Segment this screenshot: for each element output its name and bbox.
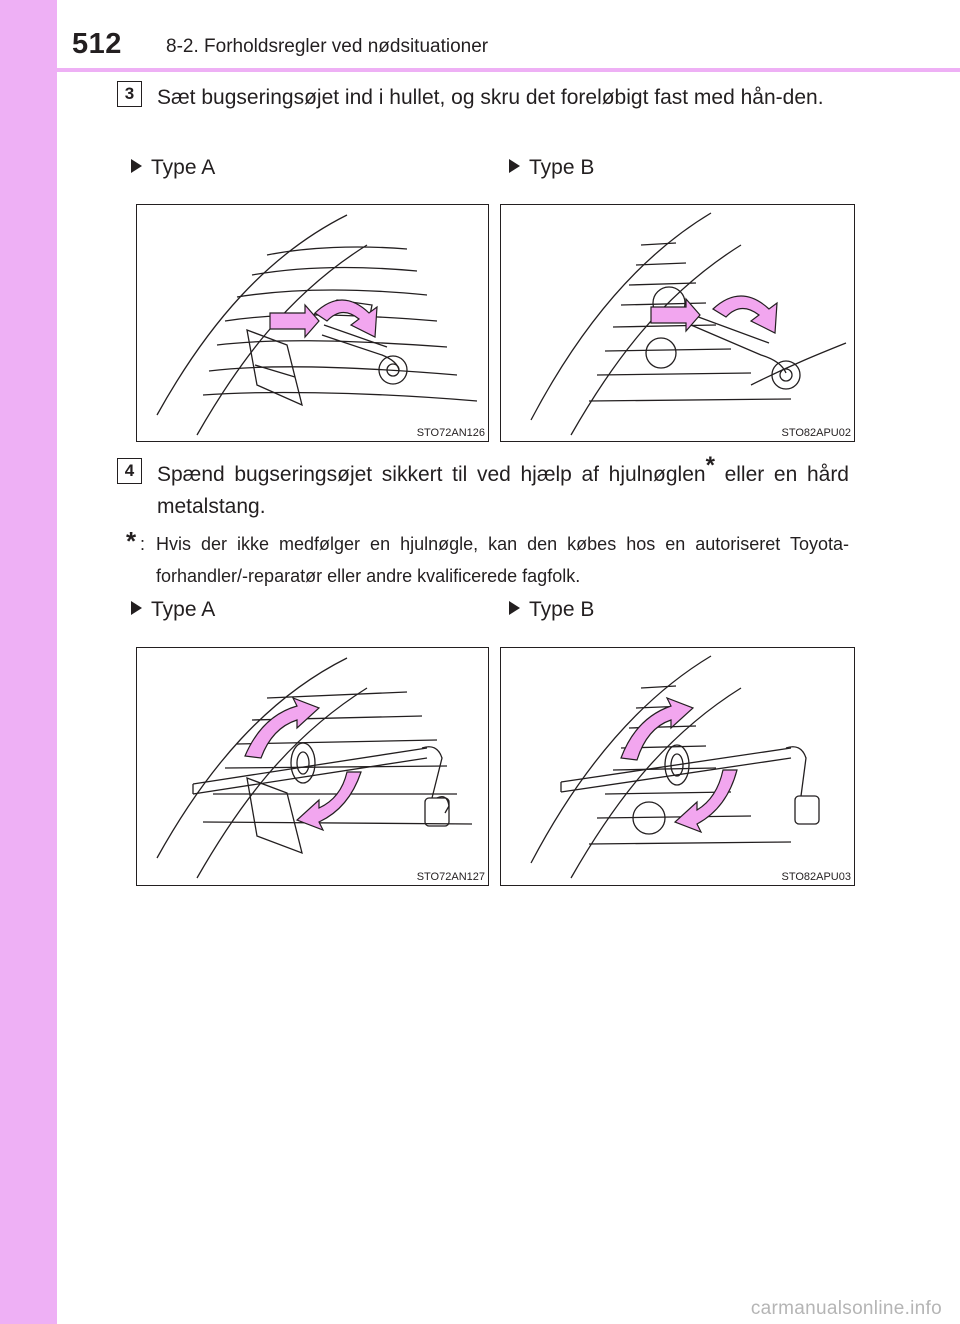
triangle-bullet-icon	[509, 159, 520, 173]
triangle-bullet-icon	[131, 601, 142, 615]
header-rule	[57, 68, 960, 72]
step-3-text: Sæt bugseringsøjet ind i hullet, og skru det foreløbigt fast med hån-den.	[157, 86, 824, 109]
figure-type-b-insert	[500, 204, 855, 442]
figure-type-b-tighten	[500, 647, 855, 886]
side-color-band	[0, 0, 57, 1324]
figure-code: STO72AN126	[416, 427, 485, 439]
type-a-label-2: Type A	[131, 598, 215, 622]
step-4-badge: 4	[117, 458, 142, 484]
figure-type-a-tighten-illustration	[137, 648, 489, 886]
type-b-label-1: Type B	[509, 156, 594, 180]
type-b-label-2: Type B	[509, 598, 594, 622]
triangle-bullet-icon	[509, 601, 520, 615]
figure-code: STO82APU03	[781, 871, 851, 883]
page-number: 512	[72, 28, 122, 60]
figure-code: STO72AN127	[416, 871, 485, 883]
figure-code: STO82APU02	[781, 427, 851, 439]
triangle-bullet-icon	[131, 159, 142, 173]
step-3-badge: 3	[117, 81, 142, 107]
section-title: 8-2. Forholdsregler ved nødsituationer	[166, 36, 489, 57]
watermark: carmanualsonline.info	[750, 1298, 942, 1319]
type-a-label-1: Type A	[131, 156, 215, 180]
figure-type-a-tighten	[136, 647, 489, 886]
figure-type-a-insert-illustration	[137, 205, 489, 442]
figure-type-a-insert	[136, 204, 489, 442]
figure-type-b-insert-illustration	[501, 205, 855, 442]
footnote: * : Hvis der ikke medfølger en hjulnøgle, kan den købes hos en autoriseret Toyota-forhandler/-reparatør eller andre kvalificerede fagfolk.	[126, 526, 849, 586]
step-4-text: Spænd bugseringsøjet sikkert til ved hjælp af hjulnøglen* eller en hård metalstang.	[157, 452, 849, 518]
figure-type-b-tighten-illustration	[501, 648, 855, 886]
